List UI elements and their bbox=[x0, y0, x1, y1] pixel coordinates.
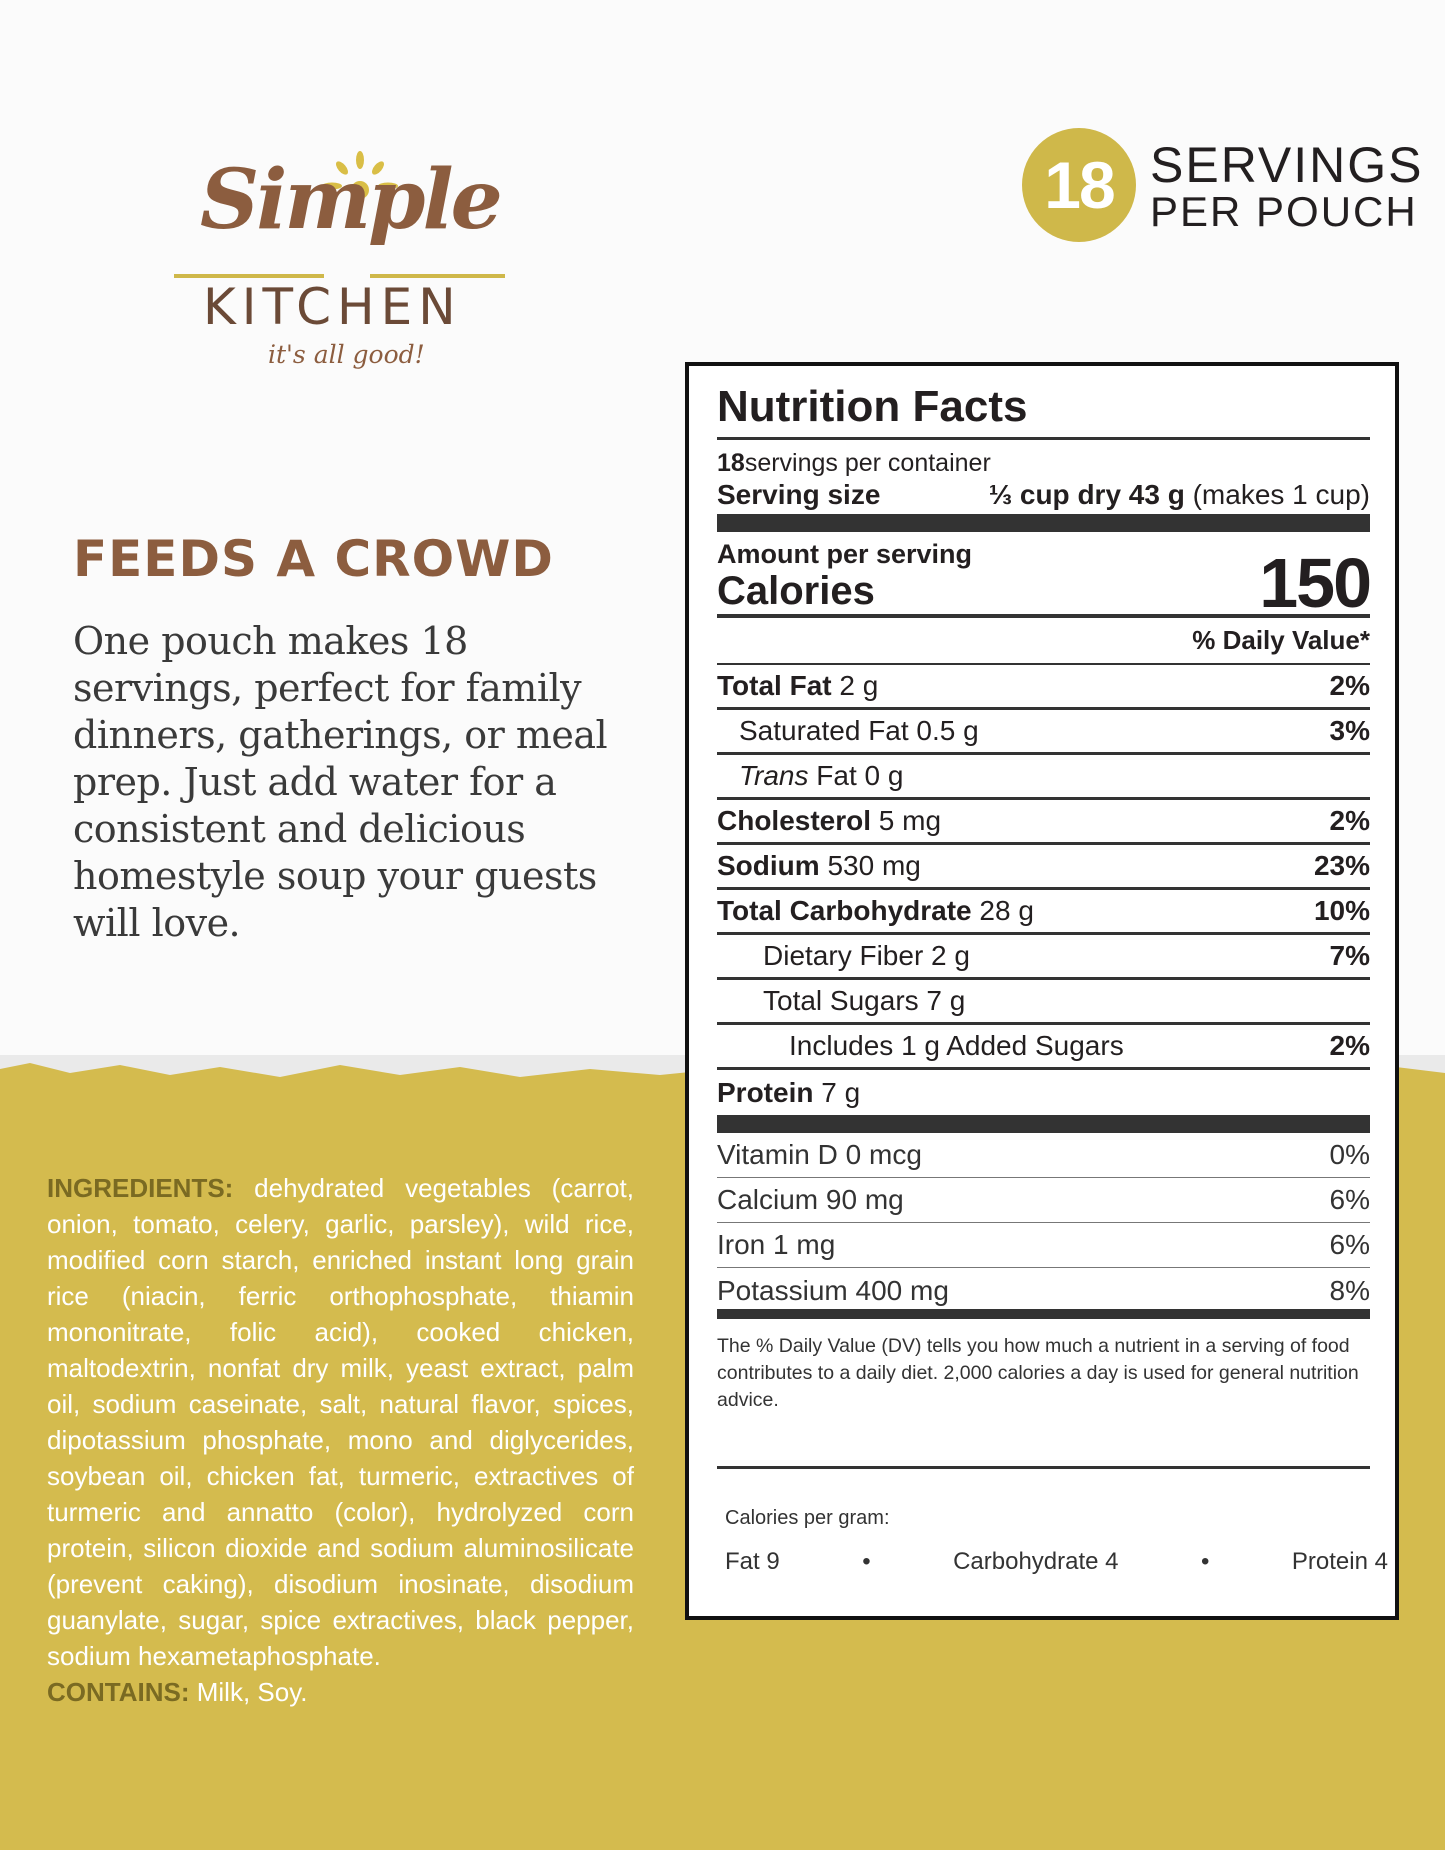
calories-label: Calories bbox=[717, 568, 875, 613]
nutrient-amount: 2 g bbox=[831, 670, 879, 701]
calories-per-gram-item: Protein 4 bbox=[1291, 1548, 1388, 1575]
brand-subname: KITCHEN bbox=[203, 278, 462, 336]
contains-label: CONTAINS: bbox=[47, 1677, 190, 1707]
nutrition-title: Nutrition Facts bbox=[717, 366, 1370, 440]
serving-size-value: ⅓ cup dry 43 g bbox=[988, 479, 1185, 510]
thick-divider bbox=[717, 1115, 1370, 1133]
nutrient-name: Dietary Fiber 2 g bbox=[763, 940, 970, 971]
vitamin-name: Potassium 400 mg bbox=[717, 1274, 949, 1306]
nutrient-row bbox=[717, 755, 1370, 800]
nutrition-facts-label bbox=[685, 362, 1399, 1620]
nutrient-row bbox=[717, 980, 1370, 1025]
nutrient-row bbox=[717, 845, 1370, 890]
nutrient-dv: 23% bbox=[1313, 850, 1370, 881]
nutrient-amount: 28 g bbox=[971, 895, 1034, 926]
nutrient-name: Sodium bbox=[717, 850, 820, 881]
bullet-separator: • bbox=[862, 1548, 871, 1575]
calories-per-gram-row bbox=[717, 1530, 1388, 1576]
nutrient-dv: 10% bbox=[1313, 895, 1370, 926]
servings-line2: PER POUCH bbox=[1150, 188, 1418, 235]
bullet-separator: • bbox=[1201, 1548, 1210, 1575]
footnote: The % Daily Value (DV) tells you how much a nutrient in a serving of food contributes to a daily diet. 2,000 calories a day is used for general nutrition advice. bbox=[717, 1319, 1370, 1469]
contains-list: Milk, Soy. bbox=[189, 1677, 308, 1707]
nutrient-dv: 7% bbox=[1329, 940, 1370, 971]
vitamin-dv: 6% bbox=[1329, 1229, 1370, 1260]
nutrient-name: Cholesterol bbox=[717, 805, 872, 836]
nutrient-dv: 2% bbox=[1329, 805, 1370, 836]
nutrient-row bbox=[717, 665, 1370, 710]
ingredients-text bbox=[47, 1170, 634, 1710]
nutrient-name: Trans bbox=[739, 760, 809, 791]
nutrient-amount: Fat 0 g bbox=[808, 760, 904, 791]
serving-size-note: (makes 1 cup) bbox=[1184, 479, 1370, 510]
calories-per-gram-label: Calories per gram: bbox=[725, 1507, 890, 1529]
nutrient-row bbox=[717, 1025, 1370, 1070]
nutrient-name: Saturated Fat 0.5 g bbox=[739, 715, 979, 746]
nutrient-dv: 2% bbox=[1329, 1030, 1370, 1061]
servings-per-container bbox=[717, 440, 1370, 476]
servings-line1: SERVINGS bbox=[1150, 137, 1424, 193]
nutrient-name: Protein bbox=[717, 1076, 814, 1108]
brand-tagline: it's all good! bbox=[268, 340, 425, 369]
vitamin-dv: 0% bbox=[1329, 1139, 1370, 1170]
calories-value: 150 bbox=[1259, 544, 1370, 622]
ingredients-label: INGREDIENTS: bbox=[47, 1173, 234, 1203]
amount-per-serving: Amount per serving bbox=[717, 538, 973, 569]
nutrient-row bbox=[717, 710, 1370, 755]
vitamin-name: Iron 1 mg bbox=[717, 1229, 836, 1260]
nutrient-row bbox=[717, 935, 1370, 980]
nutrient-name: Total Carbohydrate bbox=[717, 895, 972, 926]
servings-count: 18 bbox=[1022, 128, 1136, 242]
vitamin-row bbox=[717, 1178, 1370, 1223]
vitamin-name: Vitamin D 0 mcg bbox=[717, 1139, 922, 1170]
ingredients-list: dehydrated vegetables (carrot, onion, tomato, celery, garlic, parsley), wild rice, modified corn starch, enriched instant long grain rice (niacin, ferric orthophosphate, thiamin mononitrate, folic acid), cooked chicken, maltodextrin, nonfat dry milk, yeast extract, palm oil, sodium caseinate, salt, natural flavor, spices, dipotassium phosphate, mono and diglycerides, soybean oil, chicken fat, turmeric, extractives of turmeric and annatto (color), hydrolyzed corn protein, silicon dioxide and sodium aluminosilicate (prevent caking), disodium inosinate, disodium guanylate, sugar, spice extractives, black pepper, sodium hexametaphosphate. bbox=[47, 1173, 634, 1671]
nutrient-row bbox=[717, 890, 1370, 935]
vitamin-name: Calcium 90 mg bbox=[717, 1184, 904, 1215]
nutrient-amount: 5 mg bbox=[871, 805, 942, 836]
nutrient-name: Total Sugars 7 g bbox=[763, 985, 966, 1016]
nutrient-row bbox=[717, 1070, 1370, 1115]
thick-divider bbox=[717, 514, 1370, 532]
servings-text: servings per container bbox=[744, 448, 991, 477]
vitamin-dv: 8% bbox=[1329, 1274, 1370, 1306]
nutrient-name: Includes 1 g Added Sugars bbox=[789, 1030, 1124, 1061]
vitamin-row bbox=[717, 1223, 1370, 1268]
thick-divider bbox=[717, 1309, 1370, 1319]
nutrient-name: Total Fat bbox=[717, 670, 832, 701]
nutrient-amount: 530 mg bbox=[819, 850, 921, 881]
daily-value-header: % Daily Value* bbox=[717, 618, 1370, 665]
servings-number: 18 bbox=[717, 448, 745, 477]
promo-heading: FEEDS A CROWD bbox=[73, 530, 554, 588]
serving-size-label: Serving size bbox=[717, 479, 881, 510]
serving-size-row bbox=[717, 476, 1370, 514]
calories-per-gram-item: Fat 9 bbox=[725, 1548, 780, 1575]
nutrient-row bbox=[717, 800, 1370, 845]
brand-name: Simple bbox=[200, 152, 500, 248]
vitamin-row bbox=[717, 1133, 1370, 1178]
nutrient-dv: 3% bbox=[1329, 715, 1370, 746]
brand-logo bbox=[170, 150, 510, 380]
nutrient-dv: 2% bbox=[1329, 670, 1370, 701]
calories-per-gram-item: Carbohydrate 4 bbox=[953, 1548, 1119, 1575]
promo-body: One pouch makes 18 servings, perfect for family dinners, gatherings, or meal prep. Just add water for a consistent and delicious homestyle soup your guests will love. bbox=[73, 619, 608, 945]
nutrient-amount: 7 g bbox=[813, 1076, 861, 1108]
vitamin-dv: 6% bbox=[1329, 1184, 1370, 1215]
vitamin-row bbox=[717, 1268, 1370, 1313]
